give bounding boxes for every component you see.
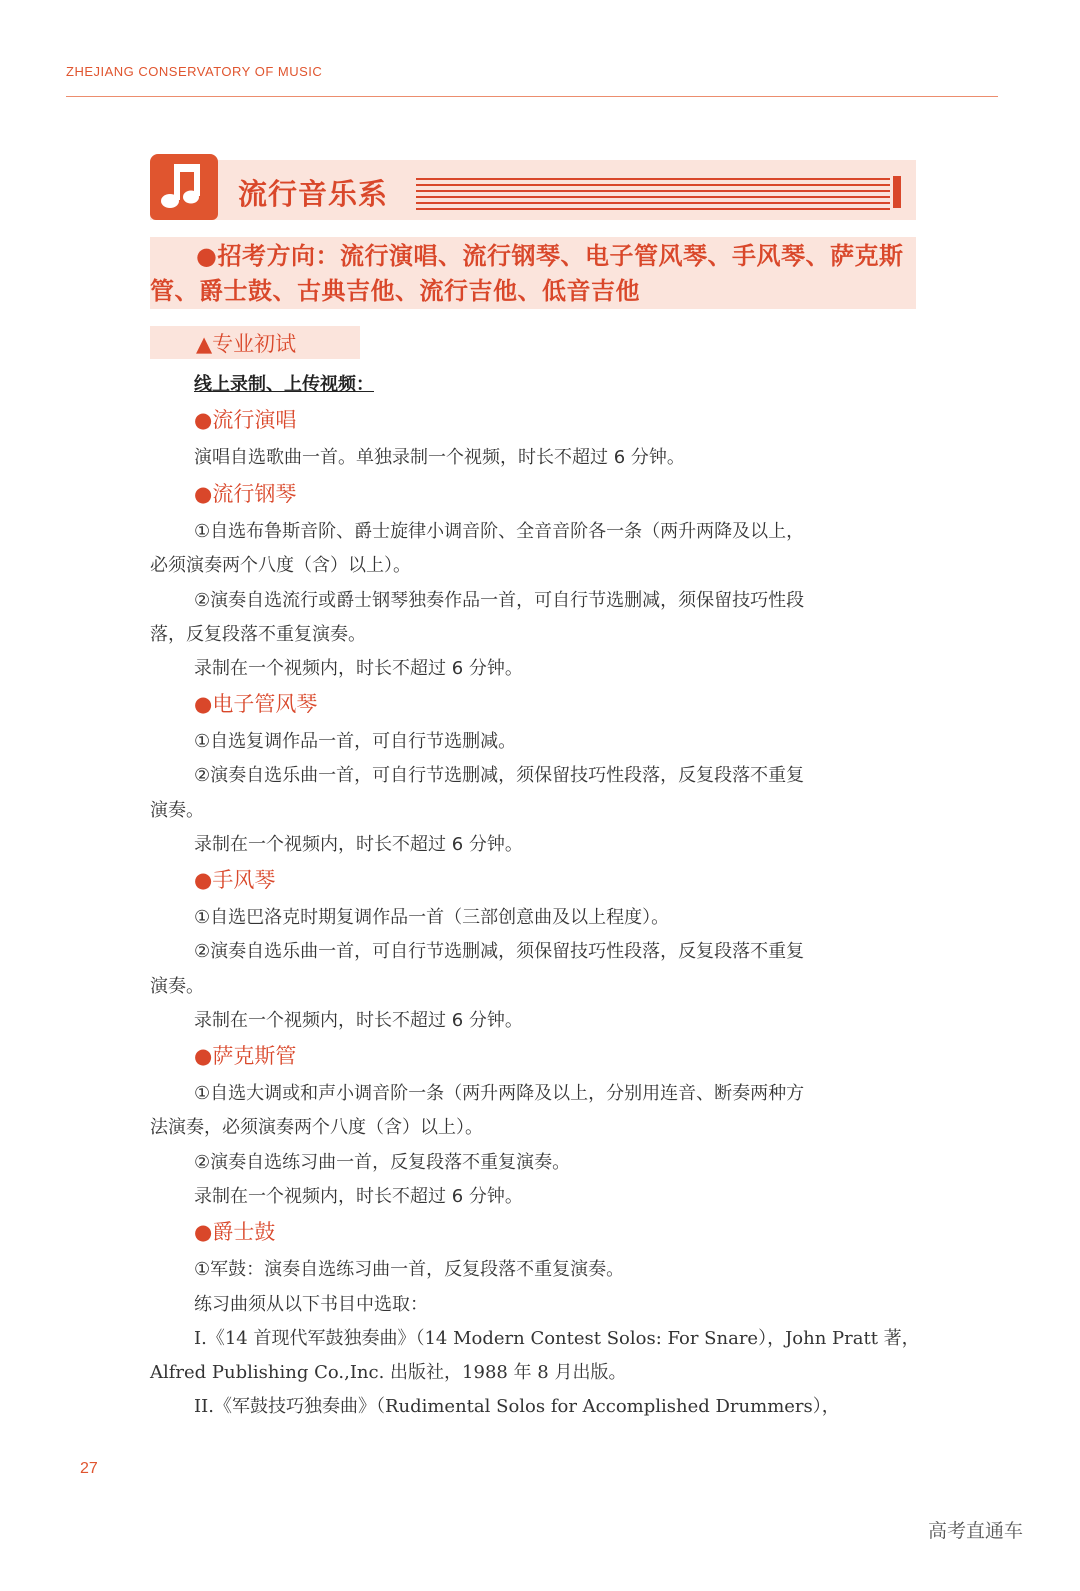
paragraph: 录制在一个视频内，时长不超过 6 分钟。: [194, 1186, 523, 1207]
banner-decoration-lines: [416, 176, 890, 210]
music-note-icon: [150, 154, 218, 220]
subsection-pop-piano: ●流行钢琴: [194, 482, 297, 506]
section-heading: [150, 326, 360, 359]
direction-bullet: ●: [196, 242, 218, 270]
department-title: 流行音乐系: [238, 177, 389, 211]
paragraph: 录制在一个视频内，时长不超过 6 分钟。: [194, 1010, 523, 1031]
paragraph: ②演奏自选乐曲一首，可自行节选删减，须保留技巧性段落，反复段落不重复: [194, 765, 805, 786]
banner-end-bar: [893, 176, 901, 208]
direction-text: 招考方向：流行演唱、流行钢琴、电子管风琴、手风琴、萨克斯管、爵士鼓、古典吉他、流行吉他、低音吉他: [150, 242, 904, 305]
subsection-saxophone: ●萨克斯管: [194, 1044, 297, 1068]
online-heading: 线上录制、上传视频：: [194, 374, 374, 395]
institution-header: ZHEJIANG CONSERVATORY OF MUSIC: [66, 64, 323, 79]
paragraph: ①自选巴洛克时期复调作品一首（三部创意曲及以上程度）。: [194, 907, 670, 928]
paragraph: 法演奏，必须演奏两个八度（含）以上）。: [150, 1117, 483, 1138]
paragraph: 录制在一个视频内，时长不超过 6 分钟。: [194, 658, 523, 679]
paragraph: 演唱自选歌曲一首。单独录制一个视频，时长不超过 6 分钟。: [194, 447, 685, 468]
paragraph: 必须演奏两个八度（含）以上）。: [150, 555, 411, 576]
subsection-pop-vocal: ●流行演唱: [194, 408, 297, 432]
paragraph: 练习曲须从以下书目中选取：: [194, 1294, 428, 1315]
paragraph: ①自选布鲁斯音阶、爵士旋律小调音阶、全音音阶各一条（两升两降及以上，: [194, 521, 805, 542]
watermark: 高考直通车: [928, 1520, 1024, 1542]
paragraph: ②演奏自选练习曲一首，反复段落不重复演奏。: [194, 1152, 571, 1173]
bibliography-entry: II.《军鼓技巧独奏曲》（Rudimental Solos for Accomplished Drummers），: [194, 1396, 840, 1417]
admission-directions: [150, 237, 916, 309]
paragraph: ①自选复调作品一首，可自行节选删减。: [194, 731, 517, 752]
subsection-accordion: ●手风琴: [194, 868, 276, 892]
paragraph: 演奏。: [150, 800, 204, 821]
page-number: 27: [80, 1460, 98, 1477]
paragraph: ②演奏自选乐曲一首，可自行节选删减，须保留技巧性段落，反复段落不重复: [194, 941, 805, 962]
paragraph: ①自选大调或和声小调音阶一条（两升两降及以上，分别用连音、断奏两种方: [194, 1083, 805, 1104]
subsection-electone: ●电子管风琴: [194, 692, 318, 716]
paragraph: 落，反复段落不重复演奏。: [150, 624, 366, 645]
header-divider: [66, 96, 998, 97]
paragraph: 录制在一个视频内，时长不超过 6 分钟。: [194, 834, 523, 855]
bibliography-entry: Alfred Publishing Co.,Inc. 出版社，1988 年 8 月出版。: [150, 1362, 627, 1383]
paragraph: ①军鼓：演奏自选练习曲一首，反复段落不重复演奏。: [194, 1259, 625, 1280]
paragraph: ②演奏自选流行或爵士钢琴独奏作品一首，可自行节选删减，须保留技巧性段: [194, 590, 805, 611]
subsection-jazz-drums: ●爵士鼓: [194, 1220, 276, 1244]
section-title: ▲专业初试: [196, 332, 297, 356]
paragraph: 演奏。: [150, 976, 204, 997]
bibliography-entry: I.《14 首现代军鼓独奏曲》（14 Modern Contest Solos: For Snare），John Pratt 著，: [194, 1328, 920, 1349]
